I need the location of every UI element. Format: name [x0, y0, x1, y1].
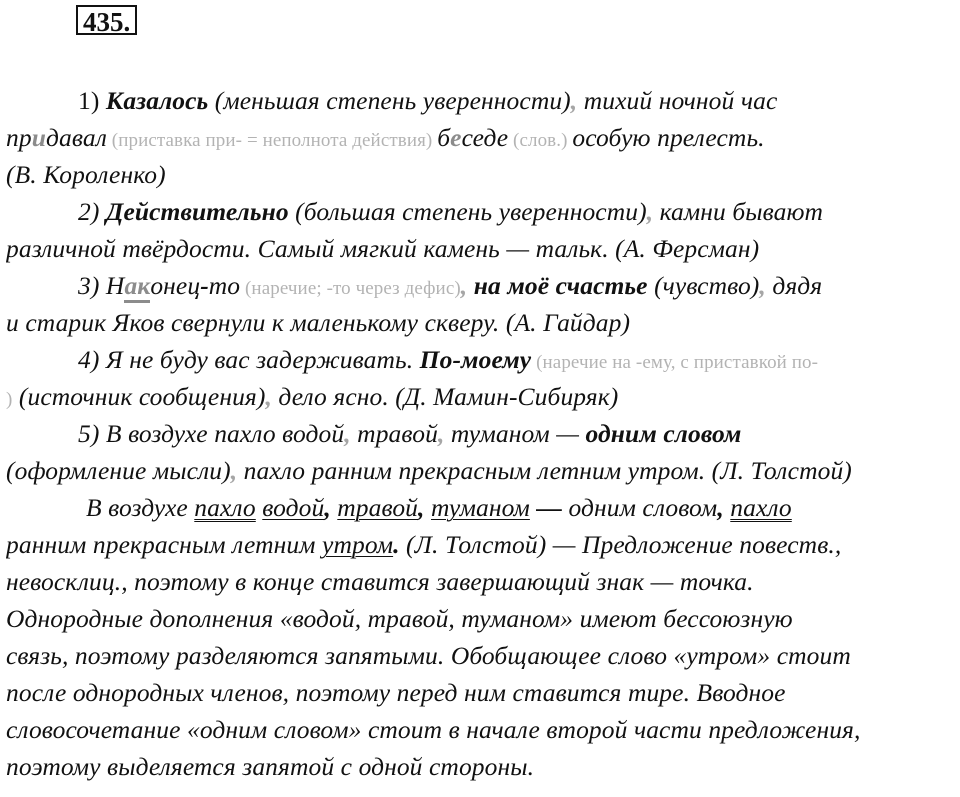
analysis-homogeneous-2: травой: [337, 493, 419, 522]
sentence-3-number: 3): [78, 271, 106, 300]
sentence-1-line-1: [6, 82, 956, 119]
sentence-2-note-1: (большая степень уверенности): [288, 197, 647, 226]
sentence-2-intro-word: Действительно: [105, 197, 289, 226]
sentence-3-comma-1: ,: [460, 271, 468, 300]
word-nakonec-prefix: ак: [124, 271, 150, 303]
analysis-text-8: поэтому выделяется запятой с одной стороны.: [6, 752, 535, 781]
analysis-line-7: [6, 711, 956, 748]
sentence-3-comma-2: ,: [759, 271, 766, 300]
sentence-3-line-1: [6, 267, 956, 304]
sentence-5-line-2: [6, 452, 956, 489]
sentence-3-note-2: (чувство): [647, 271, 760, 300]
word-besede-rest: седе: [461, 123, 509, 152]
sentence-4-comma-1: ,: [265, 382, 272, 411]
sentence-5-number: 5): [78, 419, 106, 448]
analysis-text-3: невосклиц., поэтому в конце ставится завершающий знак — точка.: [6, 567, 754, 596]
sentence-1-number: 1): [78, 86, 106, 115]
sentence-5-note-1: (оформление мысли): [6, 456, 231, 485]
sentence-2-text-2: различной твёрдости. Самый мягкий камень — тальк. (А. Ферсман): [6, 234, 760, 263]
sentence-5-line-1: [6, 415, 956, 452]
sentence-1-note-3: (слов.): [508, 130, 573, 151]
exercise-text: [6, 82, 956, 785]
sentence-2-comma-1: ,: [646, 197, 654, 226]
exercise-number: 435.: [76, 5, 137, 35]
analysis-line-5: [6, 637, 956, 674]
word-nakonec-hyphen: -: [200, 271, 209, 300]
word-nakonec-part: Н: [105, 271, 125, 300]
analysis-line-2: [6, 526, 956, 563]
analysis-line-1: [6, 489, 956, 526]
sentence-4-line-1: [6, 341, 956, 378]
analysis-attributes: ранним прекрасным летним: [6, 530, 323, 559]
word-pridaval-part: пр: [6, 123, 32, 152]
analysis-text-5: связь, поэтому разделяются запятыми. Обобщающее слово «утром» стоит: [6, 641, 851, 670]
sentence-4-text-1: Я не буду вас задерживать.: [105, 345, 420, 374]
word-besede-part: б: [437, 123, 451, 152]
sentence-1-line-2: [6, 119, 956, 156]
sentence-1-line-3: [6, 156, 956, 193]
sentence-5-text-2: травой: [350, 419, 438, 448]
analysis-text-6: после однородных членов, поэтому перед ним ставится тире. Вводное: [6, 678, 786, 707]
sentence-5-text-3: туманом —: [444, 419, 586, 448]
analysis-comma-1: ,: [324, 493, 331, 522]
sentence-2-line-2: [6, 230, 956, 267]
analysis-text-7: словосочетание «одним словом» стоит в начале второй части предложения,: [6, 715, 861, 744]
analysis-comma-3: ,: [717, 493, 724, 522]
sentence-1-source: (В. Короленко): [6, 160, 166, 189]
sentence-1-text-2: особую прелесть.: [572, 123, 765, 152]
sentence-4-text-2: дело ясно. (Д. Мамин-Сибиряк): [271, 382, 619, 411]
analysis-homogeneous-1: водой: [262, 493, 325, 522]
sentence-3-line-2: [6, 304, 956, 341]
analysis-text-2: (Л. Толстой) — Предложение повеств.,: [399, 530, 842, 559]
analysis-line-8: [6, 748, 956, 785]
sentence-4-intro-word: По-моему: [419, 345, 532, 374]
analysis-line-6: [6, 674, 956, 711]
analysis-text-4: Однородные дополнения «водой, травой, туманом» имеют бессоюзную: [6, 604, 793, 633]
sentence-2-text-1: камни бывают: [653, 197, 824, 226]
sentence-5-text-4: пахло ранним прекрасным летним утром. (Л. Толстой): [237, 456, 852, 485]
sentence-5-comma-2: ,: [437, 419, 445, 448]
analysis-comma-2: ,: [418, 493, 425, 522]
sentence-5-comma-1: ,: [344, 419, 351, 448]
analysis-adverbial: В воздухе: [86, 493, 195, 522]
sentence-3-intro-phrase: на моё счастье: [467, 271, 648, 300]
sentence-2-number: 2): [78, 197, 106, 226]
analysis-predicate-2: пахло: [730, 493, 792, 522]
analysis-intro-phrase: одним словом: [568, 493, 718, 522]
word-nakonec-root: онец: [150, 271, 201, 300]
sentence-5-text-1: В воздухе пахло водой: [105, 419, 345, 448]
sentence-1-comma-1: ,: [570, 86, 578, 115]
sentence-1-text-1: тихий ночной час: [577, 86, 778, 115]
word-pridaval-vowel: и: [31, 123, 46, 152]
sentence-1-note-1: (меньшая степень уверенности): [208, 86, 571, 115]
word-besede-vowel: е: [450, 123, 462, 152]
analysis-line-3: [6, 563, 956, 600]
sentence-4-note-2: (источник сообщения): [12, 382, 266, 411]
analysis-period: .: [393, 530, 400, 559]
sentence-2-line-1: [6, 193, 956, 230]
sentence-4-number: 4): [78, 345, 106, 374]
analysis-dash: —: [529, 493, 569, 522]
analysis-predicate-1: пахло: [194, 493, 256, 522]
analysis-generalizing-word: утром: [322, 530, 394, 559]
sentence-5-comma-3: ,: [230, 456, 238, 485]
word-pridaval-rest: давал: [46, 123, 107, 152]
word-nakonec-particle: то: [208, 271, 241, 300]
sentence-3-text-1: дядя: [765, 271, 823, 300]
sentence-5-intro-phrase: одним словом: [585, 419, 742, 448]
sentence-1-note-2: (приставка при- = неполнота действия): [106, 130, 438, 151]
sentence-3-text-2: и старик Яков свернули к маленькому скверу. (А. Гайдар): [6, 308, 631, 337]
sentence-4-line-2: [6, 378, 956, 415]
sentence-4-note-1-end: ): [6, 389, 13, 410]
sentence-3-note-1: (наречие; -то через дефис): [240, 278, 461, 299]
sentence-4-note-1: (наречие на -ему, с приставкой по-: [531, 352, 819, 373]
analysis-homogeneous-3: туманом: [431, 493, 530, 522]
analysis-line-4: [6, 600, 956, 637]
sentence-1-intro-word: Казалось: [105, 86, 209, 115]
